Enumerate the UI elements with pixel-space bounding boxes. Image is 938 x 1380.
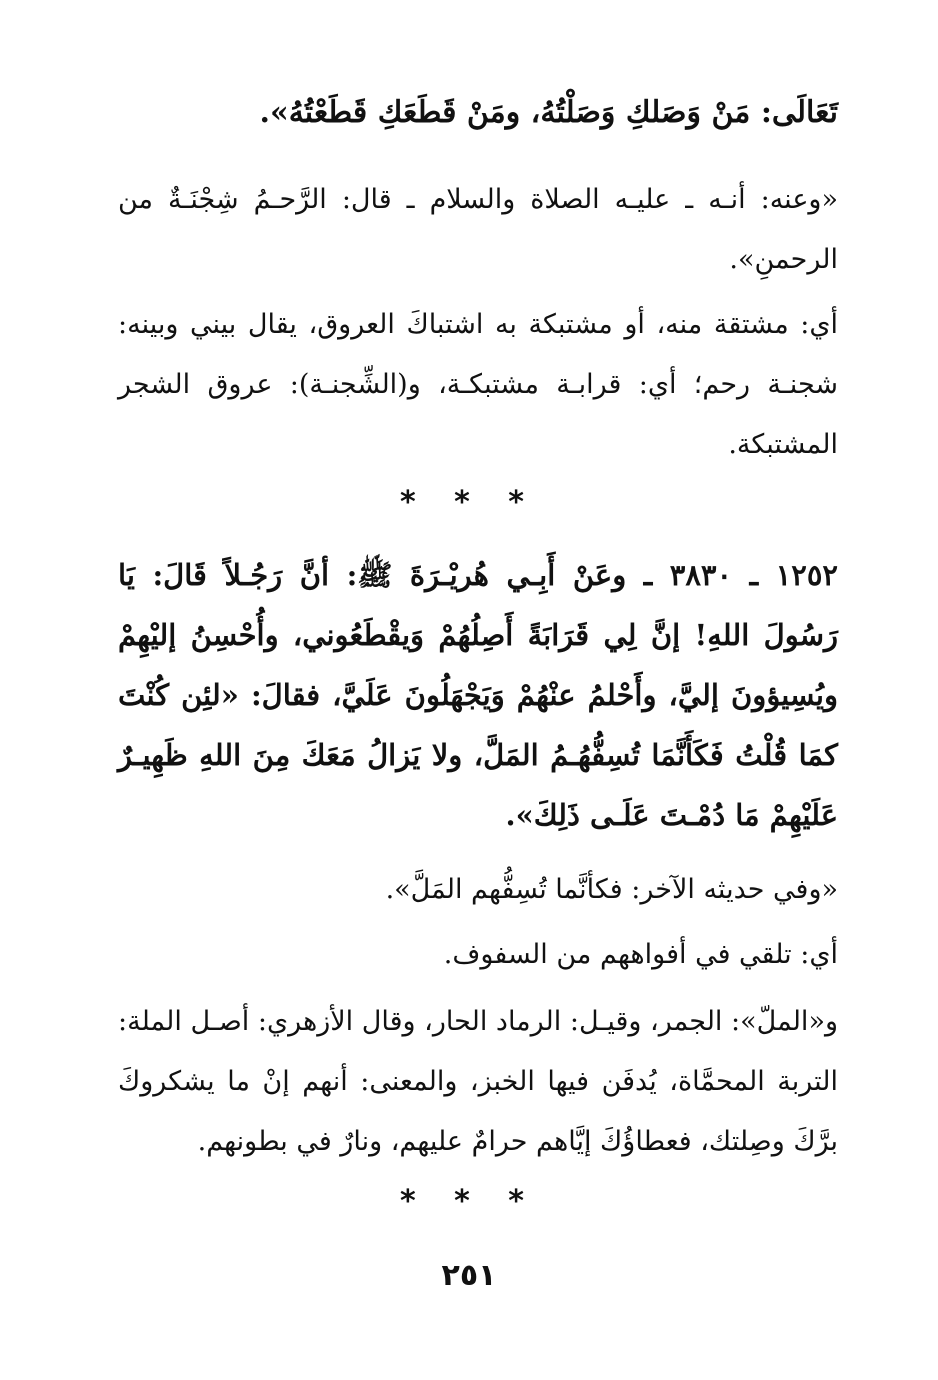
paragraph-other-narration: «وفي حديثه الآخر: فكأنَّما تُسِفُّهم المَلَّ». <box>385 874 838 905</box>
section-separator-2: * * * <box>400 1184 538 1219</box>
paragraph-explanation-mall: و«الملّ»: الجمر، وقيـل: الرماد الحار، وقال الأزهري: أصـل الملة: التربة المحمَّاة، يُدفَن فيها الخبز، والمعنى: أنهم إنْ ما يشكروكَ برَّكَ وصِلتك، فعطاؤُكَ إيَّاهم حرامٌ عليهم، ونارٌ في بطونهم. <box>118 1006 838 1157</box>
paragraph-quote-end: تَعَالَى: مَنْ وَصَلكِ وَصَلْتُهُ، ومَنْ قَطَعَكِ قَطَعْتُهُ». <box>259 95 838 130</box>
paragraph-explanation-sufuf: أي: تلقي في أفواههم من السفوف. <box>443 939 838 970</box>
section-separator-1: * * * <box>400 485 538 520</box>
paragraph-explanation-shijna: أي: مشتقة منه، أو مشتبكة به اشتباكَ العروق، يقال بيني وبينه: شجنـة رحم؛ أي: قرابـة مشتبكـة، و(الشِّجنـة): عروق الشجر المشتبكة. <box>118 309 838 460</box>
page-number: ٢٥١ <box>441 1258 497 1293</box>
paragraph-hadith-rahm: «وعنه: أنـه ـ عليـه الصلاة والسلام ـ قال: الرَّحـمُ شِجْنَـةٌ من الرحمنِ». <box>118 184 838 275</box>
paragraph-hadith-1252: ١٢٥٢ ـ ٣٨٣٠ ـ وعَنْ أَبِـي هُريْـرَةَ ﷺ: أنَّ رَجُـلاً قَالَ: يَا رَسُولَ اللهِ! إنَّ لِي قَرَابَةً أَصِلُهُمْ وَيقْطَعُوني، وأُحْسِنُ إليْهِمْ ويُسِيؤونَ إليَّ، وأَحْلمُ عنْهُمْ وَيَجْهَلُونَ عَلَيَّ، فقالَ: «لئِن كُنْتَ كمَا قُلْتُ فَكَأَنَّمَا تُسِفُّهُـمُ المَلَّ، ولا يَزالُ مَعَكَ مِنَ اللهِ ظَهِيـرٌ عَلَيْهِمْ مَا دُمْـتَ عَلَـى ذَلِكَ». <box>118 558 838 832</box>
